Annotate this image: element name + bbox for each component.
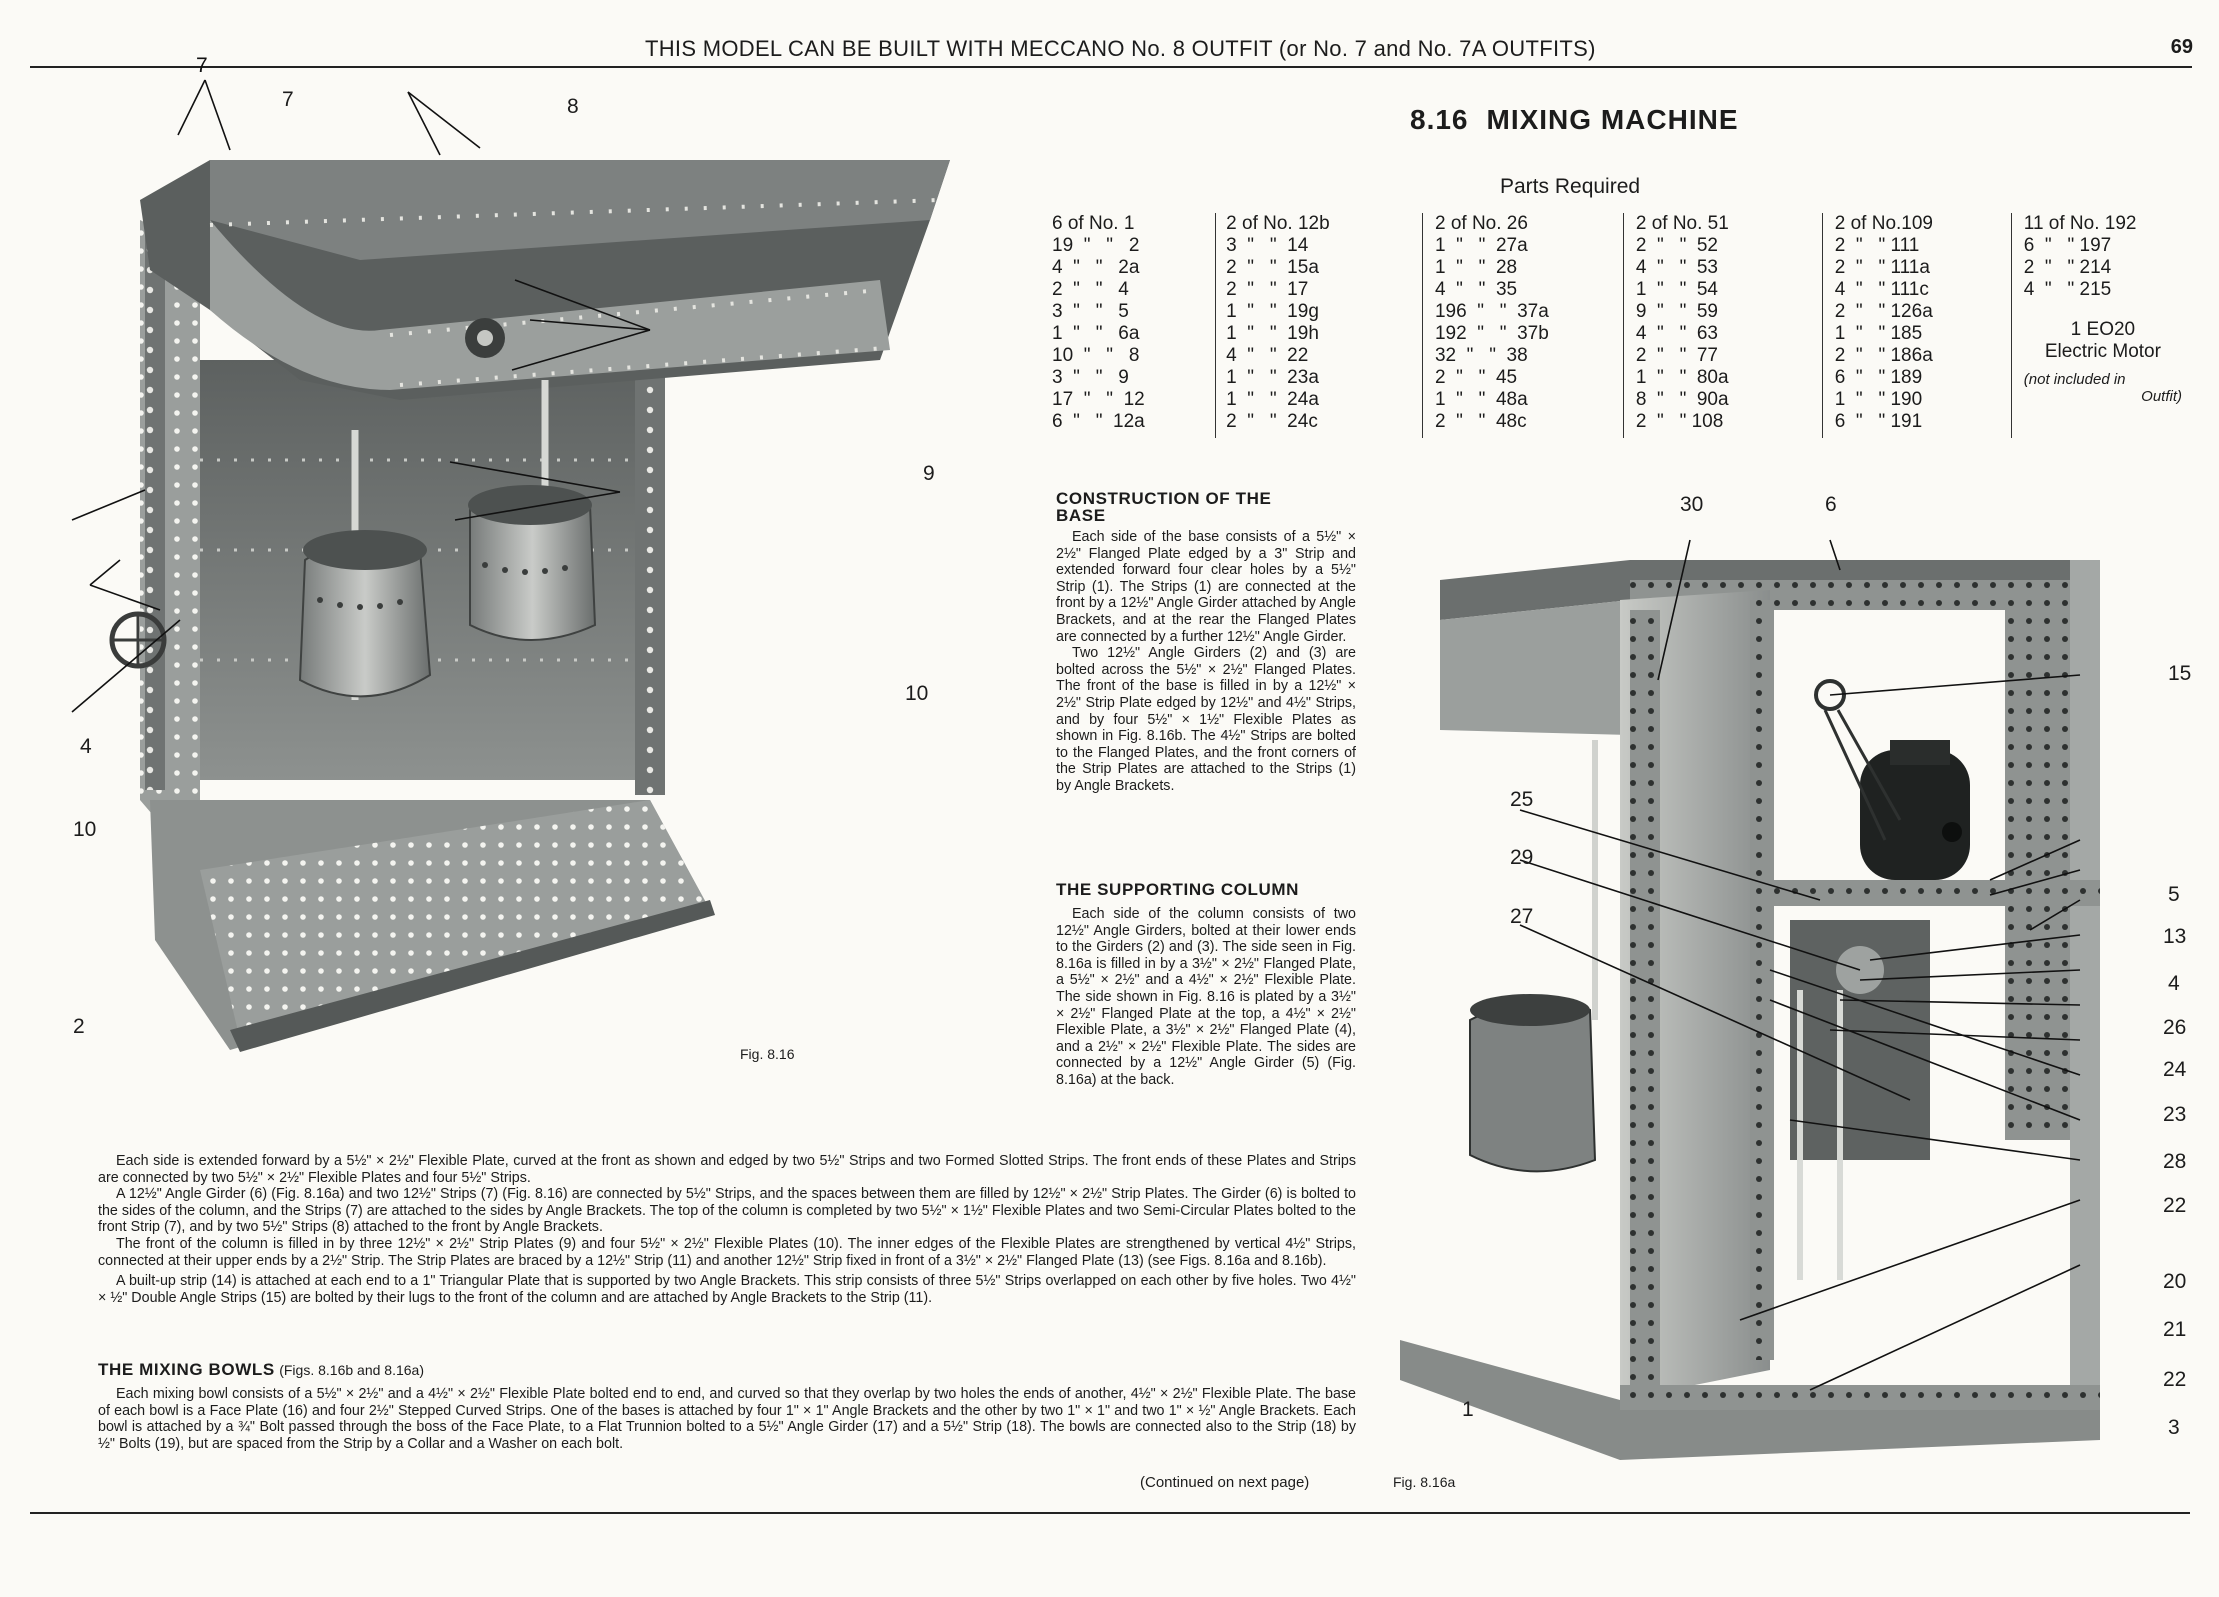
callout-7: 7 xyxy=(282,88,294,111)
callout-23: 23 xyxy=(2163,1103,2187,1126)
callout-1: 1 xyxy=(1462,1398,1474,1421)
parts-row: 2 " " 4 xyxy=(1052,279,1129,300)
header-rule xyxy=(30,66,2192,68)
parts-row: 8 " " 90a xyxy=(1635,389,1729,410)
callout-5: 5 xyxy=(2168,883,2180,906)
parts-row: 2 " " 111 xyxy=(1834,235,1920,256)
mixing-bowls-text xyxy=(98,1386,1356,1452)
heading-ref: (Figs. 8.16b and 8.16a) xyxy=(279,1362,424,1378)
parts-row: 3 " " 5 xyxy=(1052,301,1129,322)
page-number: 69 xyxy=(2170,36,2193,58)
callout-22: 22 xyxy=(2163,1194,2187,1217)
motor-line1: 1 EO20 xyxy=(2070,319,2136,340)
parts-row: 2 " " 24c xyxy=(1226,411,1318,432)
parts-row: 4 " " 111c xyxy=(1834,279,1929,300)
parts-row: 2 " " 52 xyxy=(1635,235,1719,256)
callout-28: 28 xyxy=(2163,1150,2187,1173)
parts-row: 1 " " 190 xyxy=(1834,389,1923,410)
supporting-column-heading: THE SUPPORTING COLUMN xyxy=(1056,880,1300,899)
parts-row: 4 " " 215 xyxy=(2023,279,2112,300)
page-header xyxy=(0,30,2219,70)
parts-row: 17 " " 12 xyxy=(1052,389,1145,410)
parts-row: 1 " " 23a xyxy=(1226,367,1319,388)
motor-note2: Outfit) xyxy=(2141,388,2182,405)
parts-row: 1 " " 24a xyxy=(1226,389,1319,410)
figure-caption: Fig. 8.16a xyxy=(1393,1474,1456,1490)
parts-column xyxy=(1423,213,1624,438)
figure-8-16 xyxy=(60,54,960,1090)
callout-21: 21 xyxy=(2163,1318,2187,1341)
callout-30: 30 xyxy=(1680,493,1704,516)
main-text xyxy=(98,1153,1356,1306)
callouts xyxy=(196,54,208,77)
parts-row: 1 " " 27a xyxy=(1434,235,1528,256)
paragraph: Each side of the column consists of two 12½" Angle Girders, bolted at their lower ends to the Girders (2) and (3). The side seen in Fig. 8.16a is filled in by a 3½" × 2½" Flanged Plate, a 5½" × 2½" and a 4½" × 2½" Flexible Plate. The side shown in Fig. 8.16 is plated by a 3½" × 2½" Flanged Plate at the top, a 4½" × 2½" Flexible Plate, a 3½" × 2½" Flanged Plate (4), and a 2½" × 2½" Flexible Plate. The sides are connected by a 12½" Angle Girder (5) (Fig. 8.16a) at the back. xyxy=(1056,906,1356,1088)
parts-row: 6 " " 12a xyxy=(1052,411,1145,432)
parts-row: 1 " " 6a xyxy=(1052,323,1140,344)
parts-heading: Parts Required xyxy=(1500,175,1641,198)
parts-row: 6 " " 189 xyxy=(1834,367,1923,388)
header-title: THIS MODEL CAN BE BUILT WITH MECCANO No. 8 OUTFIT (or No. 7 and No. 7A OUTFITS) xyxy=(645,36,1596,61)
parts-row: 9 " " 59 xyxy=(1635,301,1719,322)
parts-row: 2 " " 126a xyxy=(1834,301,1933,322)
parts-row: 6 " " 191 xyxy=(1834,411,1923,432)
parts-row: 2 " " 48c xyxy=(1434,411,1527,432)
paragraph: Each side is extended forward by a 5½" × 2½" Flexible Plate, curved at the front as shown and edged by two 5½" Strips and two Formed Slotted Strips. The front ends of these Plates and Strips are connected by two 5½" × 2½" Flexible Plates and four 5½" Strips. xyxy=(98,1153,1356,1186)
section-title: MIXING MACHINE xyxy=(1486,104,1739,135)
callout-29: 29 xyxy=(1510,846,1534,869)
callout-label: 7 xyxy=(196,54,208,77)
section-number: 8.16 xyxy=(1410,104,1469,135)
callout-22: 22 xyxy=(2163,1368,2187,1391)
callout-6: 6 xyxy=(1825,493,1837,516)
callout-27: 27 xyxy=(1510,905,1534,928)
construction-base-section xyxy=(1056,490,1356,795)
parts-row: 4 " " 63 xyxy=(1635,323,1719,344)
motor-line2: Electric Motor xyxy=(2044,341,2161,362)
mixing-bowls-section xyxy=(98,1360,1356,1452)
callout-10: 10 xyxy=(905,682,929,705)
callout-13: 13 xyxy=(2163,925,2187,948)
parts-row: 2 " " 111a xyxy=(1834,257,1930,278)
callout-4: 4 xyxy=(80,735,92,758)
parts-row: 196 " " 37a xyxy=(1434,301,1549,322)
parts-row: 1 " " 54 xyxy=(1635,279,1719,300)
callout-26: 26 xyxy=(2163,1016,2187,1039)
callout-3: 3 xyxy=(2168,1416,2180,1439)
callout-9: 9 xyxy=(923,462,935,485)
callout-24: 24 xyxy=(2163,1058,2187,1081)
parts-row: 3 " " 9 xyxy=(1052,367,1129,388)
parts-row: 4 " " 22 xyxy=(1226,345,1309,366)
parts-column xyxy=(1624,213,1823,438)
paragraph: Each mixing bowl consists of a 5½" × 2½" and a 4½" × 2½" Flexible Plate bolted end to end, and curved so that they overlap by two holes the ends of another, 4½" × 2½" Flexible Plate. The base of each bowl is a Face Plate (16) and four 2½" Stepped Curved Strips. One of the bases is attached by four 1" × 1" Angle Brackets and the other by two 1" × 1" and two 1" × ½" Angle Brackets. Each bowl is attached by a ¾" Bolt passed through the boss of the Face Plate, to a Flat Trunnion bolted to a 5½" Angle Girder (17) and a 5½" Strip (18). The bowls are connected also to the Strip (18) by ½" Bolts (19), but are spaced from the Strip by a Collar and a Washer on each bolt. xyxy=(98,1386,1356,1452)
parts-row: 32 " " 38 xyxy=(1434,345,1528,366)
construction-base-heading xyxy=(1056,490,1356,524)
parts-row: 6 of No. 1 xyxy=(1052,213,1135,234)
machine-rear-view xyxy=(1400,560,2100,1460)
parts-row: 6 " " 197 xyxy=(2023,235,2112,256)
callout-20: 20 xyxy=(2163,1270,2187,1293)
callout-8: 8 xyxy=(567,95,579,118)
parts-row: 1 " " 28 xyxy=(1434,257,1518,278)
parts-row: 1 " " 19g xyxy=(1226,301,1319,322)
parts-row: 2 of No. 26 xyxy=(1434,213,1528,234)
parts-column xyxy=(1823,213,2012,438)
figure-8-16a xyxy=(1390,540,2190,1470)
figure-caption: Fig. 8.16 xyxy=(740,1046,795,1062)
callout-25: 25 xyxy=(1510,788,1534,811)
parts-row: 19 " " 2 xyxy=(1052,235,1140,256)
mixing-bowls-heading xyxy=(98,1360,1356,1380)
parts-column xyxy=(1052,213,1216,438)
paragraph: Each side of the base consists of a 5½" × 2½" Flanged Plate edged by a 3" Strip and extended forward four clear holes by a 5½" Strip (1). The Strips (1) are connected at the front by a 12½" Angle Girder attached by Angle Brackets, and at the rear the Flanged Plates are connected by a further 12½" Angle Girder. xyxy=(1056,529,1356,645)
callout-10: 10 xyxy=(73,818,97,841)
motor-note1: (not included in xyxy=(2023,371,2126,388)
callout-15: 15 xyxy=(2168,662,2192,685)
parts-column xyxy=(2012,213,2182,438)
parts-row: 4 " " 35 xyxy=(1434,279,1518,300)
heading-line: BASE xyxy=(1056,506,1106,525)
parts-row: 2 of No. 51 xyxy=(1635,213,1729,234)
supporting-column-section xyxy=(1056,880,1356,1089)
parts-row: 4 " " 53 xyxy=(1635,257,1719,278)
parts-table xyxy=(1052,213,2182,438)
paragraph: A 12½" Angle Girder (6) (Fig. 8.16a) and two 12½" Strips (7) (Fig. 8.16) are connected by 5½" Strips, and the spaces between them are filled by 12½" × 2½" Strip Plates. The Girder (6) is bolted to the sides of the column, and the Strips (7) are attached to the sides by Angle Brackets. The top of the column is completed by two 5½" × 1½" Flexible Plates and two Semi-Circular Plates bolted to the front Strip (7), and by two 5½" Strips (8) attached to the front by Angle Brackets. xyxy=(98,1186,1356,1236)
parts-row: 2 " " 45 xyxy=(1434,367,1518,388)
parts-row: 10 " " 8 xyxy=(1052,345,1140,366)
parts-row: 4 " " 2a xyxy=(1052,257,1140,278)
continued-note: (Continued on next page) xyxy=(1140,1474,1310,1491)
callout-4: 4 xyxy=(2168,972,2180,995)
parts-row: 2 " " 77 xyxy=(1635,345,1719,366)
parts-row: 192 " " 37b xyxy=(1434,323,1549,344)
parts-row: 1 " " 185 xyxy=(1834,323,1923,344)
parts-row: 3 " " 14 xyxy=(1226,235,1309,256)
parts-row: 2 " " 214 xyxy=(2023,257,2112,278)
parts-row: 2 of No. 12b xyxy=(1226,213,1330,234)
parts-row: 11 of No. 192 xyxy=(2023,213,2137,234)
parts-row: 1 " " 19h xyxy=(1226,323,1319,344)
heading-text: THE MIXING BOWLS xyxy=(98,1360,275,1379)
parts-column xyxy=(1216,213,1423,438)
paragraph: The front of the column is filled in by three 12½" × 2½" Strip Plates (9) and four 5½" × 2½" Flexible Plates (10). The inner edges of the Flexible Plates are strengthened by vertical 4½" Strips, connected at their upper ends by a 2½" Strip. The Strip Plates are braced by a 12½" Strip (11) and another 12½" Strip fixed in front of a 3½" × 2½" Flanged Plate (13) (see Figs. 8.16a and 8.16b). xyxy=(98,1235,1356,1269)
paragraph: Two 12½" Angle Girders (2) and (3) are bolted across the 5½" × 2½" Flanged Plates. The front of the base is filled in by a 12½" × 2½" Strip Plate edged by 12½" and 4½" Strips, and by four 5½" × 1½" Flexible Plates as shown in Fig. 8.16b. The 4½" Strips are bolted to the Flanged Plates, and the front corners of the Strip Plates are attached to the Strips (1) by Angle Brackets. xyxy=(1056,645,1356,794)
paragraph: A built-up strip (14) is attached at each end to a 1" Triangular Plate that is supported by two Angle Brackets. This strip consists of three 5½" Strips overlapped on each other by five holes. Two 4½" × ½" Double Angle Strips (15) are bolted by their lugs to the front of the column and are attached by Angle Brackets to the Strip (11). xyxy=(98,1273,1356,1306)
parts-row: 2 of No.109 xyxy=(1834,213,1934,234)
parts-row: 1 " " 48a xyxy=(1434,389,1528,410)
supporting-column-text xyxy=(1056,906,1356,1089)
construction-base-text xyxy=(1056,529,1356,795)
parts-row: 2 " " 15a xyxy=(1226,257,1319,278)
parts-row: 1 " " 80a xyxy=(1635,367,1729,388)
page-title xyxy=(1410,104,1739,136)
parts-row: 2 " " 108 xyxy=(1635,411,1724,432)
parts-row: 2 " " 186a xyxy=(1834,345,1933,366)
parts-row: 2 " " 17 xyxy=(1226,279,1309,300)
footer-rule xyxy=(30,1512,2190,1514)
machine-body xyxy=(112,160,950,1052)
callout-2: 2 xyxy=(73,1015,85,1038)
heading-line: CONSTRUCTION OF THE xyxy=(1056,489,1272,508)
